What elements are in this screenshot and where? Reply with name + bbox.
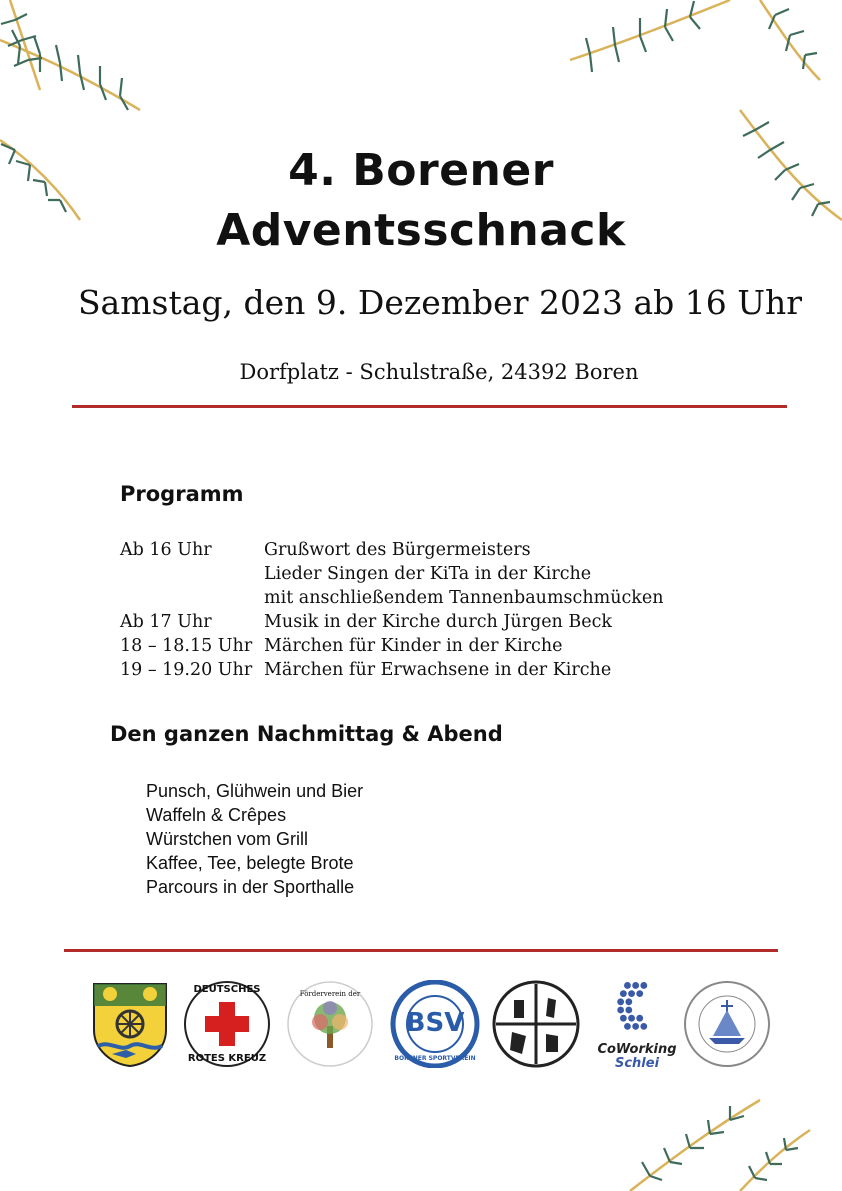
divider-top [72, 405, 787, 408]
event-address: Dorfplatz - Schulstraße, 24392 Boren [239, 360, 639, 384]
offer-item: Waffeln & Crêpes [146, 805, 287, 825]
afternoon-heading: Den ganzen Nachmittag & Abend [110, 722, 503, 746]
offer-item: Würstchen vom Grill [146, 829, 309, 849]
bsv-letters: BSV [405, 1008, 465, 1038]
divider-bottom [64, 949, 778, 952]
program-text: Musik in der Kirche durch Jürgen Beck [264, 612, 613, 632]
boren-coat-of-arms-logo [90, 980, 170, 1068]
event-title-line-1: 4. Borener [288, 145, 554, 196]
fire-brigade-logo [492, 980, 580, 1068]
foerderverein-logo [286, 980, 374, 1068]
program-text: Märchen für Erwachsene in der Kirche [264, 660, 612, 680]
offer-item: Kaffee, Tee, belegte Brote [146, 853, 354, 873]
program-time: Ab 17 Uhr [120, 612, 212, 632]
drk-top-text: DEUTSCHES [193, 984, 261, 995]
drk-bottom-text: ROTES KREUZ [187, 1053, 267, 1064]
church-congregation-logo [683, 980, 771, 1068]
coworking-schlei-logo [593, 980, 681, 1071]
program-time: Ab 16 Uhr [120, 540, 212, 560]
program-text: Märchen für Kinder in der Kirche [264, 636, 563, 656]
event-date: Samstag, den 9. Dezember 2023 ab 16 Uhr [77, 283, 803, 322]
program-time: 18 – 18.15 Uhr [120, 636, 253, 656]
fir-branch-bottom-right-decoration [610, 1090, 842, 1191]
event-title-line-2: Adventsschnack [216, 205, 626, 256]
program-heading: Programm [120, 482, 244, 506]
offer-item: Punsch, Glühwein und Bier [146, 781, 364, 801]
program-text: mit anschließendem Tannenbaumschmücken [264, 588, 664, 608]
foerderverein-top-text: Förderverein der [299, 990, 361, 998]
program-text: Lieder Singen der KiTa in der Kirche [264, 564, 592, 584]
coworking-line-2: Schlei [614, 1056, 660, 1071]
bsv-ring-text: BORENER SPORTVEREIN [394, 1055, 476, 1062]
drk-logo [183, 980, 271, 1068]
program-text: Grußwort des Bürgermeisters [264, 540, 531, 560]
program-time: 19 – 19.20 Uhr [120, 660, 253, 680]
coworking-line-1: CoWorking [597, 1042, 677, 1057]
bsv-logo [389, 980, 481, 1068]
offer-item: Parcours in der Sporthalle [146, 877, 355, 897]
